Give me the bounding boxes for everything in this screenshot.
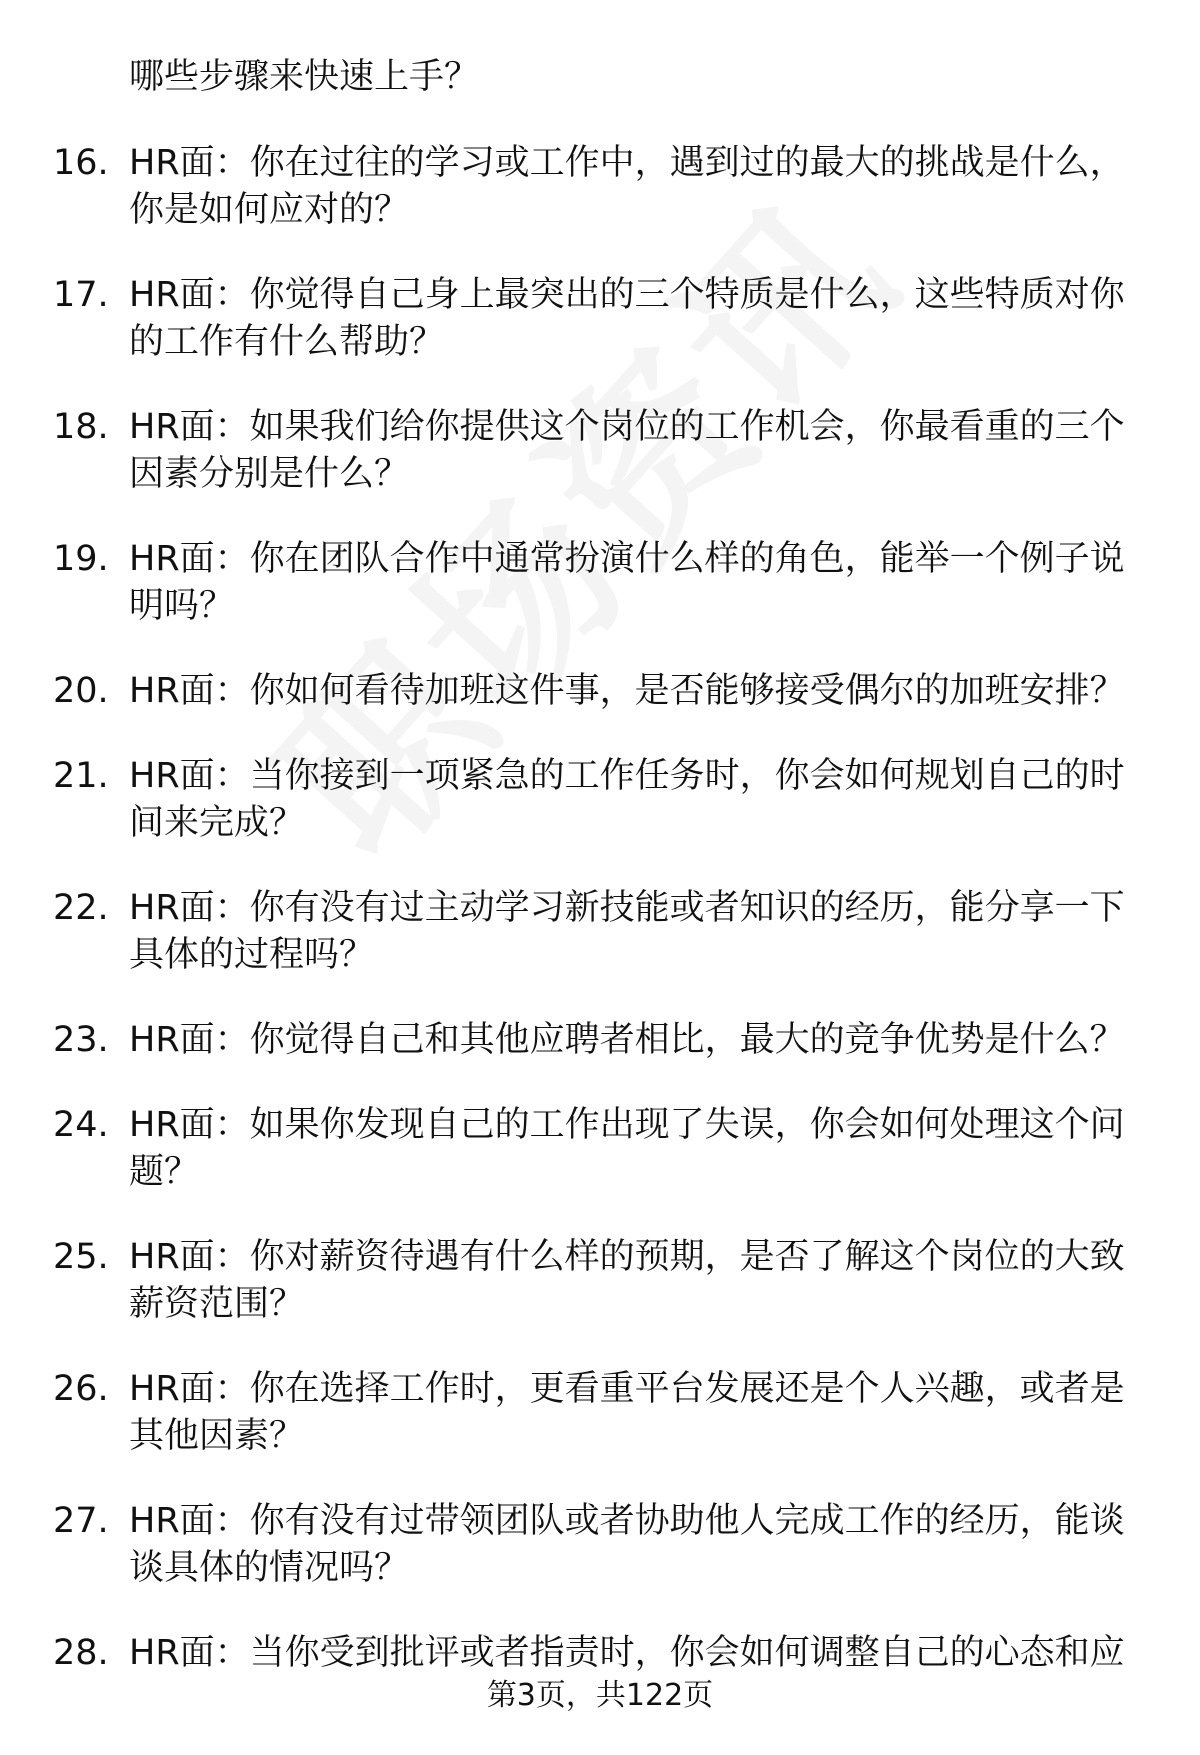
continued-line: 哪些步骤来快速上手？ [129, 57, 480, 97]
item-number: 17. [53, 275, 109, 315]
list-item [0, 404, 1149, 498]
item-text: HR面：你在团队合作中通常扮演什么样的角色，能举一个例子说明吗？ [129, 539, 1125, 626]
item-number: 23. [53, 1020, 109, 1060]
item-text: HR面：你有没有过带领团队或者协助他人完成工作的经历，能谈谈具体的情况吗？ [129, 1501, 1125, 1588]
item-text: HR面：你觉得自己和其他应聘者相比，最大的竞争优势是什么？ [129, 1020, 1125, 1060]
list-item [0, 885, 1149, 979]
list-item [0, 1366, 1149, 1460]
item-text: HR面：当你接到一项紧急的工作任务时，你会如何规划自己的时间来完成？ [129, 756, 1125, 843]
item-number: 21. [53, 756, 109, 796]
item-text: HR面：当你受到批评或者指责时，你会如何调整自己的心态和应 [129, 1633, 1125, 1673]
list-item [0, 140, 1149, 234]
item-number: 25. [53, 1237, 109, 1277]
item-number: 19. [53, 539, 109, 579]
item-number: 28. [53, 1633, 109, 1673]
list-item [0, 668, 1149, 715]
item-text: HR面：如果我们给你提供这个岗位的工作机会，你最看重的三个因素分别是什么？ [129, 407, 1125, 494]
item-text: HR面：你在过往的学习或工作中，遇到过的最大的挑战是什么，你是如何应对的？ [129, 143, 1125, 230]
item-text: HR面：你在选择工作时，更看重平台发展还是个人兴趣，或者是其他因素？ [129, 1369, 1125, 1456]
item-number: 26. [53, 1369, 109, 1409]
list-item [0, 753, 1149, 847]
page-footer: 第3页，共122页 [486, 1678, 714, 1713]
item-number: 24. [53, 1105, 109, 1145]
item-text: HR面：如果你发现自己的工作出现了失误，你会如何处理这个问题？ [129, 1105, 1125, 1192]
item-number: 18. [53, 407, 109, 447]
list-item [0, 272, 1149, 366]
item-text: HR面：你有没有过主动学习新技能或者知识的经历，能分享一下具体的过程吗？ [129, 888, 1125, 975]
item-number: 16. [53, 143, 109, 183]
list-item [0, 536, 1149, 630]
list-item [0, 1234, 1149, 1328]
item-text: HR面：你如何看待加班这件事，是否能够接受偶尔的加班安排？ [129, 671, 1125, 711]
list-item [0, 1102, 1149, 1196]
list-item [0, 1498, 1149, 1592]
list-item [0, 1017, 1149, 1064]
item-text: HR面：你觉得自己身上最突出的三个特质是什么，这些特质对你的工作有什么帮助？ [129, 275, 1125, 362]
item-number: 27. [53, 1501, 109, 1541]
item-number: 22. [53, 888, 109, 928]
item-number: 20. [53, 671, 109, 711]
item-text: HR面：你对薪资待遇有什么样的预期，是否了解这个岗位的大致薪资范围？ [129, 1237, 1125, 1324]
question-list [0, 55, 1200, 1715]
list-item [0, 1630, 1149, 1677]
